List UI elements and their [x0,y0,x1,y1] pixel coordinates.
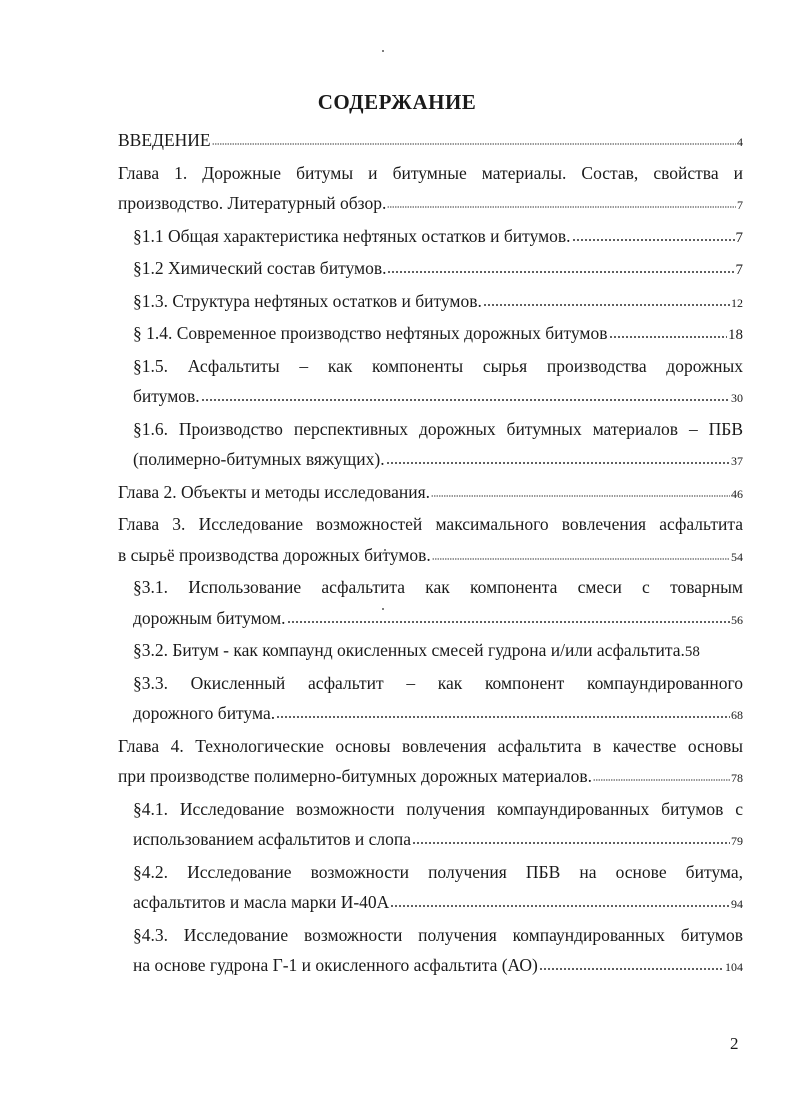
toc-entry-title-cont: битумов. [133,386,200,406]
toc-entry-chapter-2[interactable] [118,477,743,510]
toc-entry-title-cont: (полимерно-битумных вяжущих). [133,449,385,469]
toc-entry-title-cont: дорожным битумом. [133,607,286,628]
toc-entry-title: Глава 2. Объекты и методы исследования. [118,481,431,502]
toc-entry-title: §3.2. Битум - как компаунд окисленных смесей гудрона и/или асфальтита. [133,640,685,660]
toc-page-number: 78 [731,771,743,785]
toc-entry-title: §3.1. Использование асфальтита как компонента смеси с товарным [133,577,743,597]
toc-page-number: 68 [731,708,743,722]
dot-leader [276,715,730,719]
toc-entry-section-4-3[interactable] [118,920,743,983]
toc-entry-title: Глава 4. Технологические основы вовлечения асфальтита в качестве основы [118,735,743,756]
toc-entry-title: Глава 3. Исследование возможностей максимального вовлечения асфальтита [118,514,743,534]
toc-page-number: 94 [731,897,743,911]
toc-entry-section-4-2[interactable] [118,857,743,920]
toc-entry-section-4-1[interactable] [118,794,743,857]
toc-page-number: 58 [684,644,700,660]
dot-leader [390,904,730,908]
toc-page-number: 54 [731,549,743,564]
toc-entry-section-1-1[interactable] [118,221,743,254]
toc-page-number: 18 [728,327,743,343]
dot-leader [432,557,730,561]
dot-leader [431,494,730,498]
toc-page-number: 4 [737,135,743,149]
toc-entry-title-cont: при производстве полимерно-битумных дорожных материалов. [118,766,592,786]
page-number: 2 [730,1034,739,1053]
toc-entry-title: §1.1 Общая характеристика нефтяных остатков и битумов. [133,225,571,246]
toc-page-number: 12 [731,295,743,310]
dot-leader [539,967,724,971]
dot-leader [387,205,736,209]
toc-entry-chapter-3[interactable] [118,509,743,572]
toc-page-number: 56 [731,612,743,627]
toc-entry-title: §1.6. Производство перспективных дорожных битумных материалов – ПБВ [133,418,743,439]
toc-entry-title: §4.2. Исследование возможности получения ПБВ на основе битума, [133,861,743,882]
toc-entry-section-3-1[interactable] [118,572,743,635]
dot-leader [483,303,730,307]
toc-entry-title: § 1.4. Современное производство нефтяных дорожных битумов [133,323,608,343]
toc-entry-title: §4.1. Исследование возможности получения компаундированных битумов с [133,798,743,819]
dot-leader [572,238,735,242]
toc-entry-title-cont: дорожного битума. [133,703,276,723]
toc-entry-section-3-3[interactable] [118,668,743,731]
dot-leader [412,841,730,845]
toc-entry-title: ВВЕДЕНИЕ [118,130,211,150]
toc-page-number: 7 [737,198,743,212]
dot-leader [593,778,730,782]
dot-leader [387,270,734,274]
toc-entry-title: Глава 1. Дорожные битумы и битумные материалы. Состав, свойства и [118,162,743,183]
toc-entry-intro[interactable] [118,125,743,158]
toc-entry-title: §3.3. Окисленный асфальтит – как компонент компаундированного [133,672,743,693]
dot-leader [287,620,730,624]
dot-leader [201,398,730,402]
toc-entry-section-1-2[interactable] [118,253,743,286]
dot-leader [609,335,728,339]
toc-entry-title: §1.3. Структура нефтяных остатков и битумов. [133,290,482,311]
toc-page-number: 7 [735,262,743,278]
scan-speck [382,50,384,52]
toc-entry-title-cont: использованием асфальтитов и слопа [133,829,412,849]
toc-page-number: 46 [731,486,743,501]
toc-page-number: 37 [731,454,743,468]
toc-entry-section-1-6[interactable] [118,414,743,477]
toc-entry-section-1-3[interactable] [118,286,743,319]
toc-entry-section-1-5[interactable] [118,351,743,414]
toc-entry-section-1-4[interactable] [118,318,743,351]
toc-page-number: 30 [731,391,743,405]
table-of-contents [118,125,743,983]
toc-page-number: 7 [735,229,743,246]
toc-page-number: 79 [731,834,743,848]
toc-entry-title-cont: производство. Литературный обзор. [118,193,387,213]
toc-entry-title: §1.5. Асфальтиты – как компоненты сырья производства дорожных [133,355,743,376]
toc-entry-chapter-1[interactable] [118,158,743,221]
toc-entry-title: §4.3. Исследование возможности получения компаундированных битумов [133,924,743,945]
toc-entry-title-cont: асфальтитов и масла марки И-40А [133,892,390,912]
page-title: СОДЕРЖАНИЕ [317,90,477,114]
toc-page-number: 104 [725,960,743,974]
toc-entry-title-cont: в сырьё производства дорожных битумов. [118,544,431,565]
dot-leader [386,461,730,465]
toc-entry-title: §1.2 Химический состав битумов. [133,258,387,278]
toc-entry-chapter-4[interactable] [118,731,743,794]
dot-leader [212,142,736,146]
toc-entry-section-3-2[interactable] [118,635,743,668]
toc-entry-title-cont: на основе гудрона Г-1 и окисленного асфальтита (АО) [133,955,538,975]
